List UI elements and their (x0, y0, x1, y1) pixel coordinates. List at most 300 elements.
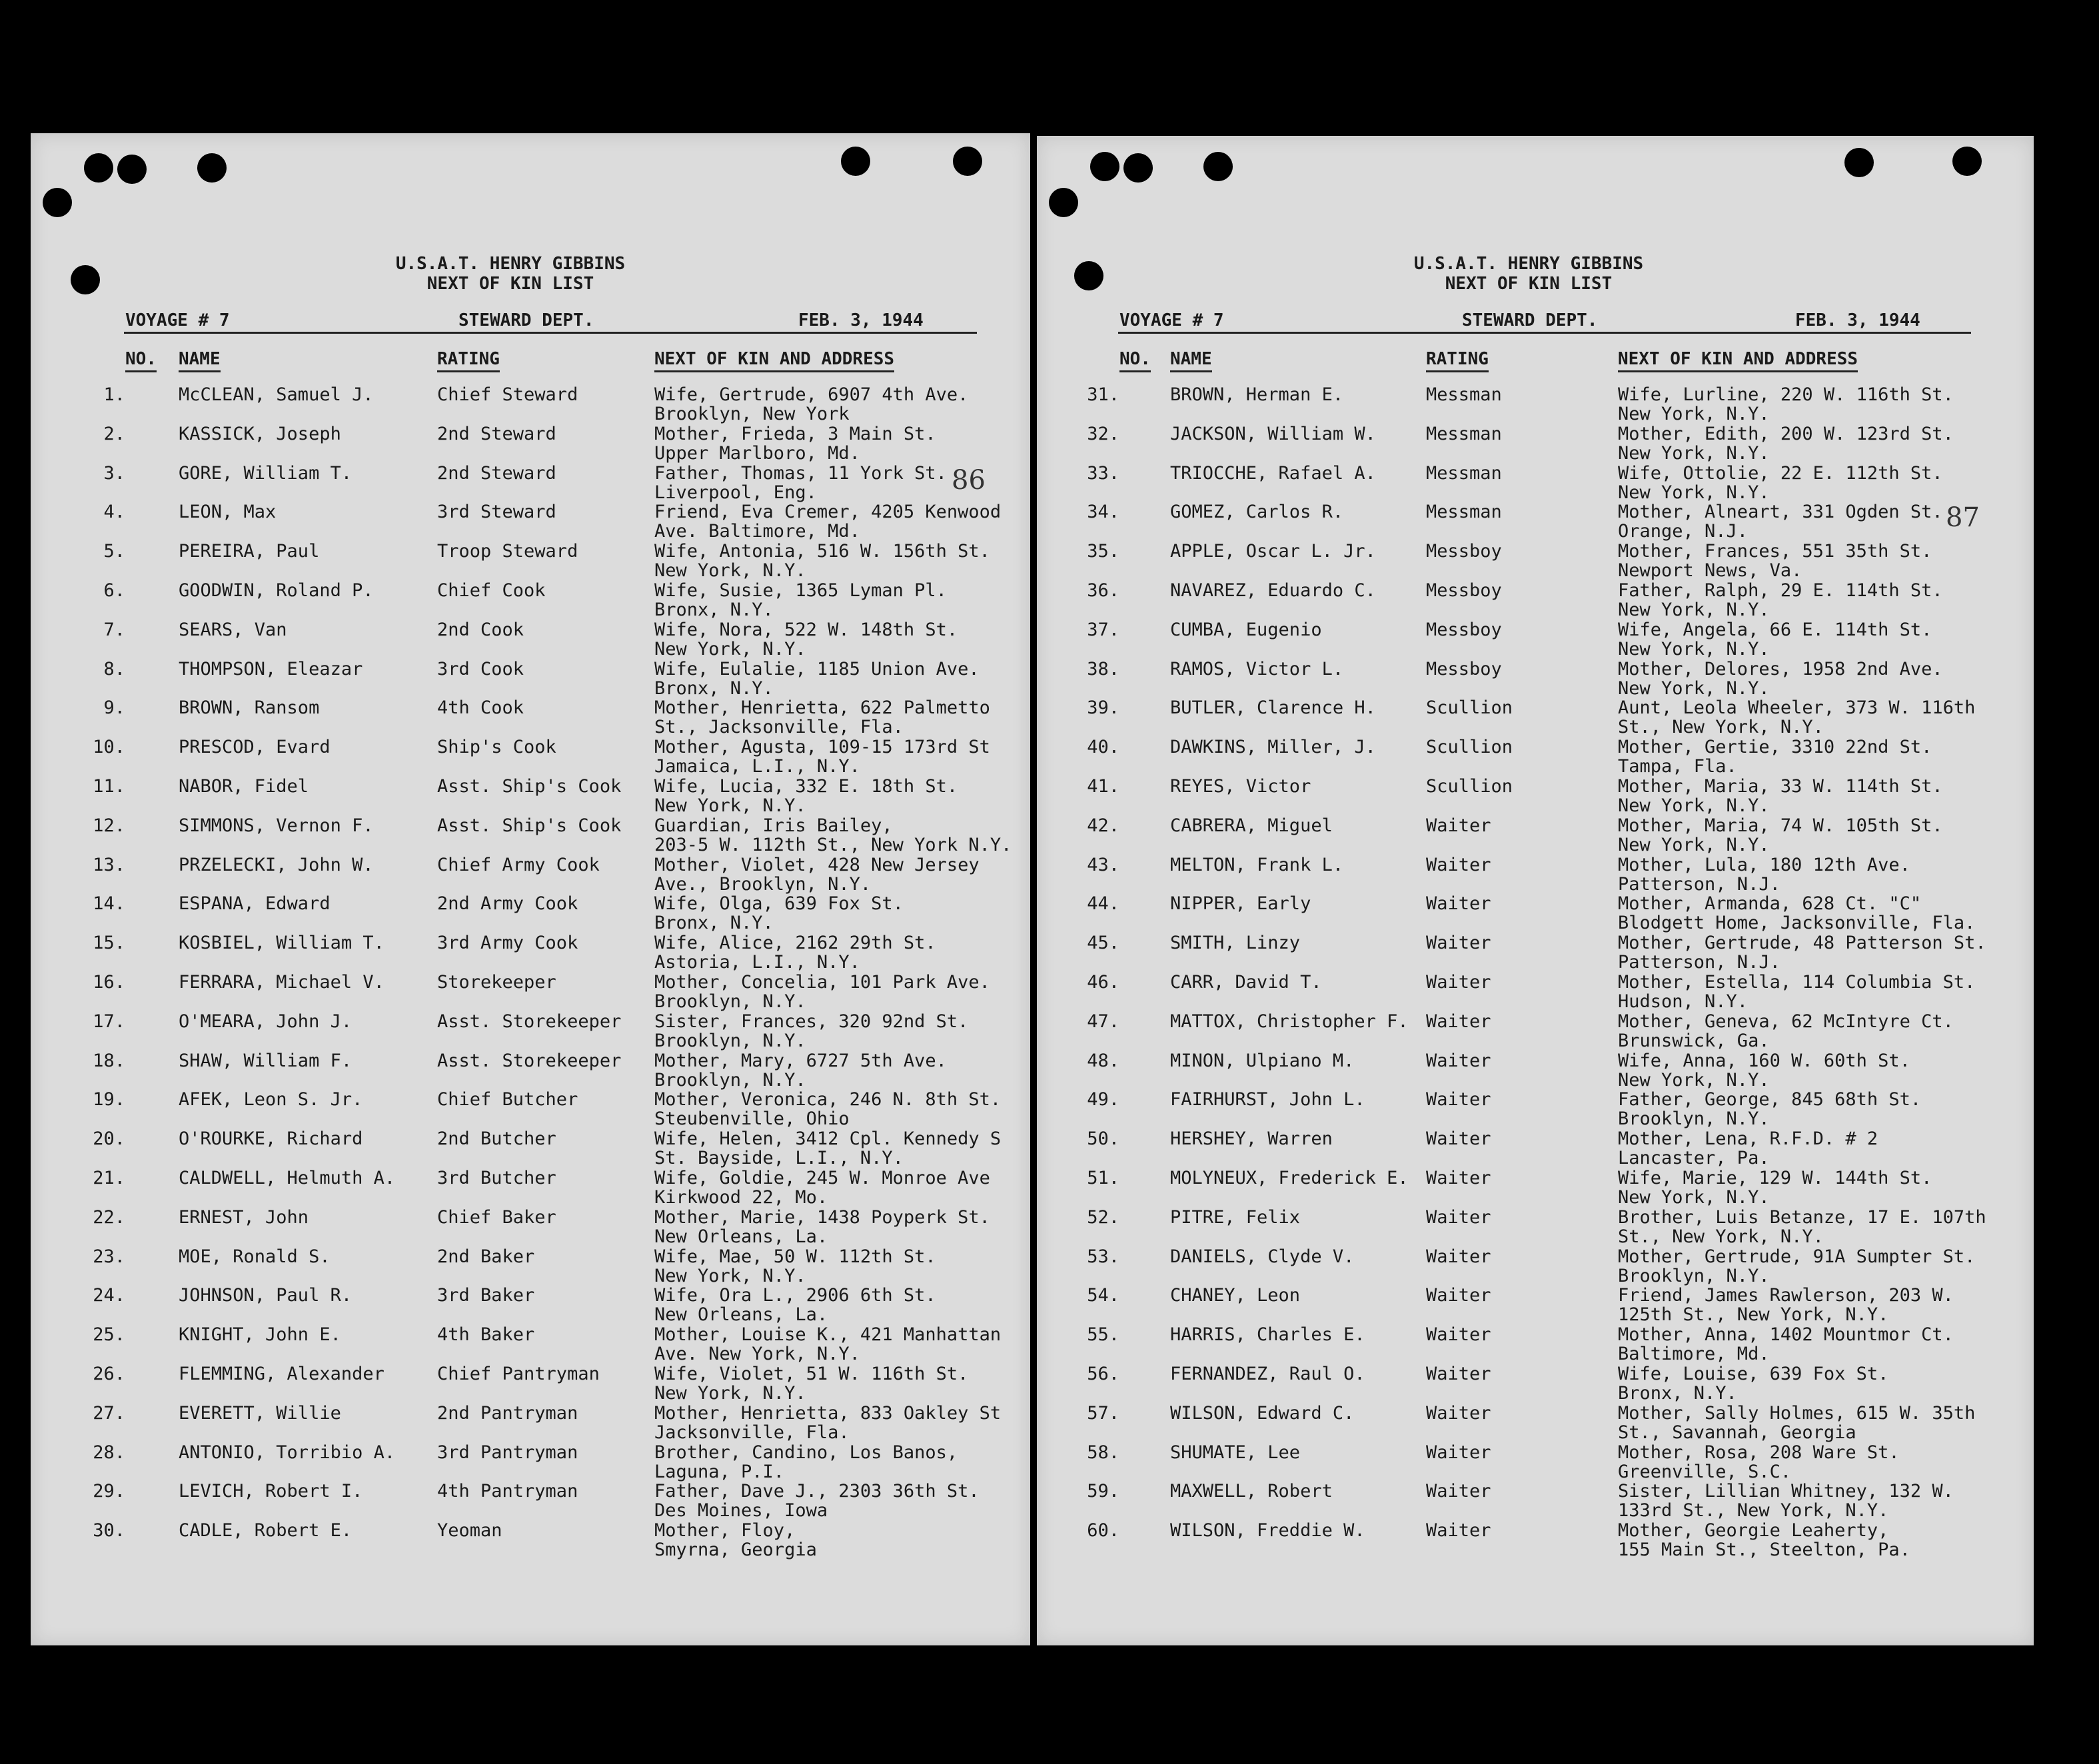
next-of-kin-address: Bronx, N.Y. (654, 599, 774, 620)
next-of-kin-address: Smyrna, Georgia (654, 1540, 817, 1561)
crew-rating: 2nd Butcher (437, 1128, 556, 1150)
right-document-page (1037, 136, 2034, 1645)
crew-name: SHAW, William F. (179, 1050, 352, 1071)
crew-name: THOMPSON, Eleazar (179, 658, 363, 679)
row-number: 49. (1087, 1089, 1119, 1110)
crew-name: GOMEZ, Carlos R. (1170, 502, 1344, 523)
crew-rating: Messboy (1426, 580, 1502, 601)
next-of-kin-address: St. Bayside, L.I., N.Y. (654, 1148, 904, 1169)
table-row (1037, 1286, 2034, 1325)
table-row (31, 424, 1030, 464)
next-of-kin-address: Ave., Brooklyn, N.Y. (654, 873, 872, 895)
table-row (31, 1404, 1030, 1443)
table-row (31, 1051, 1030, 1091)
next-of-kin: Father, Thomas, 11 York St. (654, 462, 947, 484)
crew-name: PRESCOD, Evard (179, 737, 331, 758)
next-of-kin-address: Jamaica, L.I., N.Y. (654, 756, 860, 777)
next-of-kin-address: Steubenville, Ohio (654, 1108, 850, 1130)
table-row (1037, 973, 2034, 1012)
crew-rating: Asst. Ship's Cook (437, 775, 622, 797)
row-number: 18. (93, 1050, 125, 1071)
row-number: 29. (93, 1481, 125, 1502)
crew-rating: Waiter (1426, 1050, 1491, 1071)
column-header-kin: NEXT OF KIN AND ADDRESS (1618, 349, 1858, 369)
crew-name: GOODWIN, Roland P. (179, 580, 374, 601)
crew-rating: Messman (1426, 502, 1502, 523)
crew-name: NIPPER, Early (1170, 893, 1311, 915)
row-number: 26. (93, 1363, 125, 1384)
row-number: 5. (103, 541, 125, 562)
crew-name: McCLEAN, Samuel J. (179, 384, 374, 405)
punch-hole (953, 147, 982, 176)
crew-name: MELTON, Frank L. (1170, 854, 1344, 875)
crew-name: MINON, Ulpiano M. (1170, 1050, 1355, 1071)
row-number: 52. (1087, 1206, 1119, 1228)
table-row (31, 894, 1030, 933)
next-of-kin-address: 155 Main St., Steelton, Pa. (1618, 1540, 1910, 1561)
next-of-kin-address: Kirkwood 22, Mo. (654, 1186, 828, 1208)
row-number: 45. (1087, 933, 1119, 954)
crew-name: CHANEY, Leon (1170, 1285, 1301, 1306)
crew-rating: 2nd Steward (437, 423, 556, 444)
next-of-kin: Wife, Nora, 522 W. 148th St. (654, 619, 958, 640)
next-of-kin-address: Brooklyn, N.Y. (654, 1069, 806, 1091)
next-of-kin-address: Upper Marlboro, Md. (654, 442, 860, 464)
next-of-kin: Friend, James Rawlerson, 203 W. (1618, 1285, 1954, 1306)
crew-name: PRZELECKI, John W. (179, 854, 374, 875)
crew-rating: Chief Baker (437, 1206, 556, 1228)
next-of-kin-address: Astoria, L.I., N.Y. (654, 952, 860, 973)
next-of-kin: Mother, Mary, 6727 5th Ave. (654, 1050, 947, 1071)
next-of-kin-address: St., Savannah, Georgia (1618, 1422, 1856, 1443)
crew-rating: Waiter (1426, 933, 1491, 954)
table-row (1037, 1443, 2034, 1482)
next-of-kin: Aunt, Leola Wheeler, 373 W. 116th (1618, 697, 1976, 719)
row-number: 12. (93, 815, 125, 836)
next-of-kin-address: New York, N.Y. (654, 1265, 806, 1286)
next-of-kin: Father, Dave J., 2303 36th St. (654, 1481, 980, 1502)
next-of-kin: Mother, Anna, 1402 Mountmor Ct. (1618, 1324, 1954, 1346)
page-number: 86 (952, 465, 986, 496)
next-of-kin-address: Blodgett Home, Jacksonville, Fla. (1618, 913, 1976, 934)
table-row (31, 385, 1030, 424)
crew-rating: Ship's Cook (437, 737, 556, 758)
table-row (1037, 1482, 2034, 1521)
crew-name: HERSHEY, Warren (1170, 1128, 1333, 1150)
crew-rating: Messboy (1426, 658, 1502, 679)
next-of-kin-address: Tampa, Fla. (1618, 756, 1737, 777)
next-of-kin-address: Bronx, N.Y. (1618, 1382, 1737, 1404)
crew-name: LEVICH, Robert I. (179, 1481, 363, 1502)
next-of-kin: Mother, Marie, 1438 Poyperk St. (654, 1206, 990, 1228)
table-row (31, 1286, 1030, 1325)
next-of-kin: Mother, Frieda, 3 Main St. (654, 423, 936, 444)
row-number: 22. (93, 1206, 125, 1228)
next-of-kin: Mother, Delores, 1958 2nd Ave. (1618, 658, 1943, 679)
row-number: 37. (1087, 619, 1119, 640)
next-of-kin: Wife, Antonia, 516 W. 156th St. (654, 541, 990, 562)
next-of-kin-address: Newport News, Va. (1618, 560, 1802, 582)
crew-name: O'ROURKE, Richard (179, 1128, 363, 1150)
next-of-kin: Mother, Frances, 551 35th St. (1618, 541, 1932, 562)
row-number: 3. (103, 462, 125, 484)
crew-rating: Messboy (1426, 619, 1502, 640)
next-of-kin-address: Greenville, S.C. (1618, 1461, 1792, 1482)
table-row (1037, 1364, 2034, 1404)
document-title: U.S.A.T. HENRY GIBBINS (1413, 254, 1644, 274)
next-of-kin: Brother, Candino, Los Banos, (654, 1442, 958, 1463)
row-number: 27. (93, 1402, 125, 1424)
row-number: 51. (1087, 1167, 1119, 1188)
table-row (1037, 1129, 2034, 1168)
crew-rating: 4th Baker (437, 1324, 535, 1346)
next-of-kin: Mother, Georgie Leaherty, (1618, 1520, 1889, 1542)
next-of-kin-address: Ave. Baltimore, Md. (654, 521, 860, 542)
crew-name: AFEK, Leon S. Jr. (179, 1089, 363, 1110)
document-subtitle: NEXT OF KIN LIST (1445, 274, 1613, 294)
crew-name: EVERETT, Willie (179, 1402, 341, 1424)
next-of-kin: Wife, Olga, 639 Fox St. (654, 893, 904, 915)
table-row (1037, 1247, 2034, 1286)
next-of-kin: Wife, Violet, 51 W. 116th St. (654, 1363, 969, 1384)
crew-list-right (1037, 385, 2034, 1560)
next-of-kin-address: Patterson, N.J. (1618, 873, 1780, 895)
table-row (1037, 855, 2034, 895)
next-of-kin: Wife, Louise, 639 Fox St. (1618, 1363, 1889, 1384)
crew-name: BROWN, Ransom (179, 697, 320, 719)
next-of-kin: Mother, Agusta, 109-15 173rd St (654, 737, 990, 758)
document-date: FEB. 3, 1944 (1795, 310, 1920, 330)
crew-rating: Chief Pantryman (437, 1363, 600, 1384)
next-of-kin-address: New York, N.Y. (1618, 404, 1770, 424)
next-of-kin: Mother, Geneva, 62 McIntyre Ct. (1618, 1011, 1954, 1032)
crew-name: NAVAREZ, Eduardo C. (1170, 580, 1376, 601)
table-row (31, 698, 1030, 737)
next-of-kin-address: New York, N.Y. (654, 1382, 806, 1404)
row-number: 4. (103, 502, 125, 523)
crew-rating: 2nd Baker (437, 1246, 535, 1267)
row-number: 7. (103, 619, 125, 640)
next-of-kin-address: St., New York, N.Y. (1618, 1226, 1824, 1247)
crew-rating: Waiter (1426, 1246, 1491, 1267)
next-of-kin-address: New York, N.Y. (1618, 1186, 1770, 1208)
crew-rating: Waiter (1426, 815, 1491, 836)
table-row (1037, 1090, 2034, 1129)
next-of-kin-address: Bronx, N.Y. (654, 677, 774, 699)
next-of-kin-address: Jacksonville, Fla. (654, 1422, 850, 1443)
crew-rating: Scullion (1426, 737, 1513, 758)
table-row (31, 1129, 1030, 1168)
crew-rating: Waiter (1426, 1206, 1491, 1228)
next-of-kin-address: Brooklyn, New York (654, 404, 850, 424)
crew-name: FERRARA, Michael V. (179, 971, 384, 993)
table-row (31, 1364, 1030, 1404)
next-of-kin: Wife, Marie, 129 W. 144th St. (1618, 1167, 1932, 1188)
table-row (31, 464, 1030, 503)
row-number: 50. (1087, 1128, 1119, 1150)
next-of-kin: Mother, Louise K., 421 Manhattan (654, 1324, 1002, 1346)
next-of-kin-address: Orange, N.J. (1618, 521, 1749, 542)
table-row (31, 581, 1030, 620)
next-of-kin: Mother, Armanda, 628 Ct. "C" (1618, 893, 1922, 915)
next-of-kin: Wife, Eulalie, 1185 Union Ave. (654, 658, 980, 679)
next-of-kin: Mother, Henrietta, 833 Oakley St (654, 1402, 1002, 1424)
crew-rating: Waiter (1426, 1402, 1491, 1424)
next-of-kin-address: St., Jacksonville, Fla. (654, 717, 904, 738)
crew-rating: 2nd Pantryman (437, 1402, 578, 1424)
row-number: 46. (1087, 971, 1119, 993)
table-row (31, 737, 1030, 777)
crew-name: SHUMATE, Lee (1170, 1442, 1301, 1463)
next-of-kin-address: Brooklyn, N.Y. (654, 991, 806, 1012)
next-of-kin: Mother, Maria, 33 W. 114th St. (1618, 775, 1943, 797)
crew-name: FLEMMING, Alexander (179, 1363, 384, 1384)
crew-name: MOLYNEUX, Frederick E. (1170, 1167, 1409, 1188)
table-row (31, 542, 1030, 581)
next-of-kin: Mother, Lula, 180 12th Ave. (1618, 854, 1910, 875)
row-number: 36. (1087, 580, 1119, 601)
next-of-kin-address: Hudson, N.Y. (1618, 991, 1749, 1012)
punch-hole (197, 153, 227, 183)
table-row (1037, 542, 2034, 581)
row-number: 20. (93, 1128, 125, 1150)
next-of-kin: Wife, Lurline, 220 W. 116th St. (1618, 384, 1954, 405)
row-number: 21. (93, 1167, 125, 1188)
crew-name: MOE, Ronald S. (179, 1246, 331, 1267)
crew-rating: 3rd Butcher (437, 1167, 556, 1188)
crew-name: LEON, Max (179, 502, 277, 523)
table-row (1037, 816, 2034, 855)
next-of-kin: Mother, Alneart, 331 Ogden St. (1618, 502, 1943, 523)
crew-name: BROWN, Herman E. (1170, 384, 1344, 405)
crew-rating: 2nd Cook (437, 619, 524, 640)
table-row (31, 1325, 1030, 1364)
table-row (1037, 1404, 2034, 1443)
next-of-kin: Mother, Lena, R.F.D. # 2 (1618, 1128, 1878, 1150)
table-row (1037, 1168, 2034, 1208)
row-number: 13. (93, 854, 125, 875)
row-number: 54. (1087, 1285, 1119, 1306)
crew-name: APPLE, Oscar L. Jr. (1170, 541, 1376, 562)
punch-hole (84, 153, 113, 183)
crew-rating: 2nd Steward (437, 462, 556, 484)
next-of-kin-address: New York, N.Y. (1618, 834, 1770, 855)
crew-name: FAIRHURST, John L. (1170, 1089, 1365, 1110)
next-of-kin-address: Liverpool, Eng. (654, 482, 817, 503)
row-number: 28. (93, 1442, 125, 1463)
crew-rating: 3rd Baker (437, 1285, 535, 1306)
crew-rating: Waiter (1426, 1520, 1491, 1542)
row-number: 24. (93, 1285, 125, 1306)
next-of-kin: Mother, Maria, 74 W. 105th St. (1618, 815, 1943, 836)
row-number: 15. (93, 933, 125, 954)
row-number: 34. (1087, 502, 1119, 523)
crew-rating: Messman (1426, 384, 1502, 405)
next-of-kin-address: Laguna, P.I. (654, 1461, 785, 1482)
crew-name: WILSON, Edward C. (1170, 1402, 1355, 1424)
row-number: 10. (93, 737, 125, 758)
voyage-label: VOYAGE # 7 (1119, 310, 1224, 330)
crew-name: KNIGHT, John E. (179, 1324, 341, 1346)
next-of-kin: Wife, Lucia, 332 E. 18th St. (654, 775, 958, 797)
crew-name: DAWKINS, Miller, J. (1170, 737, 1376, 758)
table-row (31, 620, 1030, 660)
crew-rating: Asst. Storekeeper (437, 1050, 622, 1071)
crew-name: CADLE, Robert E. (179, 1520, 352, 1542)
crew-rating: Waiter (1426, 1442, 1491, 1463)
next-of-kin: Brother, Luis Betanze, 17 E. 107th (1618, 1206, 1986, 1228)
crew-name: MATTOX, Christopher F. (1170, 1011, 1409, 1032)
next-of-kin: Sister, Lillian Whitney, 132 W. (1618, 1481, 1954, 1502)
crew-rating: 3rd Army Cook (437, 933, 578, 954)
next-of-kin-address: Patterson, N.J. (1618, 952, 1780, 973)
row-number: 30. (93, 1520, 125, 1542)
crew-name: CABRERA, Miguel (1170, 815, 1333, 836)
row-number: 56. (1087, 1363, 1119, 1384)
header-rule (124, 332, 977, 334)
row-number: 31. (1087, 384, 1119, 405)
table-row (31, 855, 1030, 895)
crew-rating: Waiter (1426, 1128, 1491, 1150)
next-of-kin-address: Baltimore, Md. (1618, 1344, 1770, 1365)
crew-name: KOSBIEL, William T. (179, 933, 384, 954)
department-label: STEWARD DEPT. (1462, 310, 1598, 330)
column-header-no: NO. (125, 349, 157, 369)
crew-rating: Messman (1426, 423, 1502, 444)
punch-hole (1844, 148, 1874, 177)
row-number: 48. (1087, 1050, 1119, 1071)
table-row (31, 973, 1030, 1012)
crew-name: BUTLER, Clarence H. (1170, 697, 1376, 719)
next-of-kin-address: 133rd St., New York, N.Y. (1618, 1500, 1889, 1522)
next-of-kin: Wife, Anna, 160 W. 60th St. (1618, 1050, 1910, 1071)
crew-rating: 3rd Cook (437, 658, 524, 679)
row-number: 25. (93, 1324, 125, 1346)
table-row (1037, 1051, 2034, 1091)
row-number: 17. (93, 1011, 125, 1032)
next-of-kin: Mother, Veronica, 246 N. 8th St. (654, 1089, 1002, 1110)
crew-name: TRIOCCHE, Rafael A. (1170, 462, 1376, 484)
next-of-kin-address: New York, N.Y. (1618, 482, 1770, 503)
page-number: 87 (1946, 502, 1980, 533)
next-of-kin-address: New York, N.Y. (1618, 638, 1770, 660)
next-of-kin-address: Brooklyn, N.Y. (654, 1030, 806, 1051)
next-of-kin-address: New Orleans, La. (654, 1226, 828, 1247)
row-number: 60. (1087, 1520, 1119, 1542)
next-of-kin-address: Ave. New York, N.Y. (654, 1344, 860, 1365)
row-number: 41. (1087, 775, 1119, 797)
row-number: 47. (1087, 1011, 1119, 1032)
next-of-kin: Friend, Eva Cremer, 4205 Kenwood (654, 502, 1002, 523)
row-number: 59. (1087, 1481, 1119, 1502)
row-number: 16. (93, 971, 125, 993)
punch-hole (1049, 188, 1078, 217)
crew-rating: 4th Pantryman (437, 1481, 578, 1502)
next-of-kin: Mother, Floy, (654, 1520, 796, 1542)
crew-rating: Waiter (1426, 1324, 1491, 1346)
crew-name: O'MEARA, John J. (179, 1011, 352, 1032)
next-of-kin: Wife, Ottolie, 22 E. 112th St. (1618, 462, 1943, 484)
row-number: 35. (1087, 541, 1119, 562)
crew-rating: Scullion (1426, 697, 1513, 719)
crew-rating: Chief Cook (437, 580, 546, 601)
row-number: 38. (1087, 658, 1119, 679)
crew-name: REYES, Victor (1170, 775, 1311, 797)
document-subtitle: NEXT OF KIN LIST (426, 274, 594, 294)
row-number: 23. (93, 1246, 125, 1267)
next-of-kin: Wife, Goldie, 245 W. Monroe Ave (654, 1167, 990, 1188)
next-of-kin-address: New York, N.Y. (654, 795, 806, 816)
crew-rating: Waiter (1426, 893, 1491, 915)
next-of-kin: Mother, Concelia, 101 Park Ave. (654, 971, 990, 993)
crew-name: CARR, David T. (1170, 971, 1322, 993)
table-row (1037, 1521, 2034, 1560)
table-row (31, 660, 1030, 699)
crew-rating: Waiter (1426, 1011, 1491, 1032)
table-row (31, 502, 1030, 542)
column-header-name: NAME (1170, 349, 1212, 369)
table-row (1037, 502, 2034, 542)
crew-name: JACKSON, William W. (1170, 423, 1376, 444)
next-of-kin: Mother, Rosa, 208 Ware St. (1618, 1442, 1900, 1463)
next-of-kin: Mother, Gertie, 3310 22nd St. (1618, 737, 1932, 758)
crew-rating: 2nd Army Cook (437, 893, 578, 915)
table-row (1037, 464, 2034, 503)
next-of-kin-address: 203-5 W. 112th St., New York N.Y. (654, 834, 1012, 855)
row-number: 32. (1087, 423, 1119, 444)
table-row (31, 1208, 1030, 1247)
next-of-kin-address: New Orleans, La. (654, 1304, 828, 1326)
row-number: 14. (93, 893, 125, 915)
next-of-kin-address: New York, N.Y. (654, 560, 806, 582)
crew-name: FERNANDEZ, Raul O. (1170, 1363, 1365, 1384)
crew-name: HARRIS, Charles E. (1170, 1324, 1365, 1346)
row-number: 55. (1087, 1324, 1119, 1346)
table-row (1037, 385, 2034, 424)
table-row (31, 1168, 1030, 1208)
crew-rating: Chief Army Cook (437, 854, 600, 875)
column-header-name: NAME (179, 349, 221, 369)
crew-name: ESPANA, Edward (179, 893, 331, 915)
table-row (1037, 894, 2034, 933)
next-of-kin-address: 125th St., New York, N.Y. (1618, 1304, 1889, 1326)
row-number: 6. (103, 580, 125, 601)
next-of-kin-address: Lancaster, Pa. (1618, 1148, 1770, 1169)
column-header-kin: NEXT OF KIN AND ADDRESS (654, 349, 894, 369)
crew-rating: Messman (1426, 462, 1502, 484)
crew-name: MAXWELL, Robert (1170, 1481, 1333, 1502)
crew-name: KASSICK, Joseph (179, 423, 341, 444)
table-row (1037, 660, 2034, 699)
punch-hole (841, 147, 870, 176)
table-row (1037, 620, 2034, 660)
header-rule (1118, 332, 1971, 334)
table-row (1037, 1012, 2034, 1051)
crew-name: NABOR, Fidel (179, 775, 309, 797)
table-row (1037, 737, 2034, 777)
voyage-label: VOYAGE # 7 (125, 310, 230, 330)
table-row (1037, 933, 2034, 973)
next-of-kin-address: Bronx, N.Y. (654, 913, 774, 934)
punch-hole (117, 155, 147, 184)
next-of-kin: Father, Ralph, 29 E. 114th St. (1618, 580, 1943, 601)
next-of-kin: Wife, Angela, 66 E. 114th St. (1618, 619, 1932, 640)
punch-hole (43, 188, 72, 217)
crew-name: SIMMONS, Vernon F. (179, 815, 374, 836)
next-of-kin-address: St., New York, N.Y. (1618, 717, 1824, 738)
crew-name: ERNEST, John (179, 1206, 309, 1228)
left-document-page (31, 133, 1030, 1645)
